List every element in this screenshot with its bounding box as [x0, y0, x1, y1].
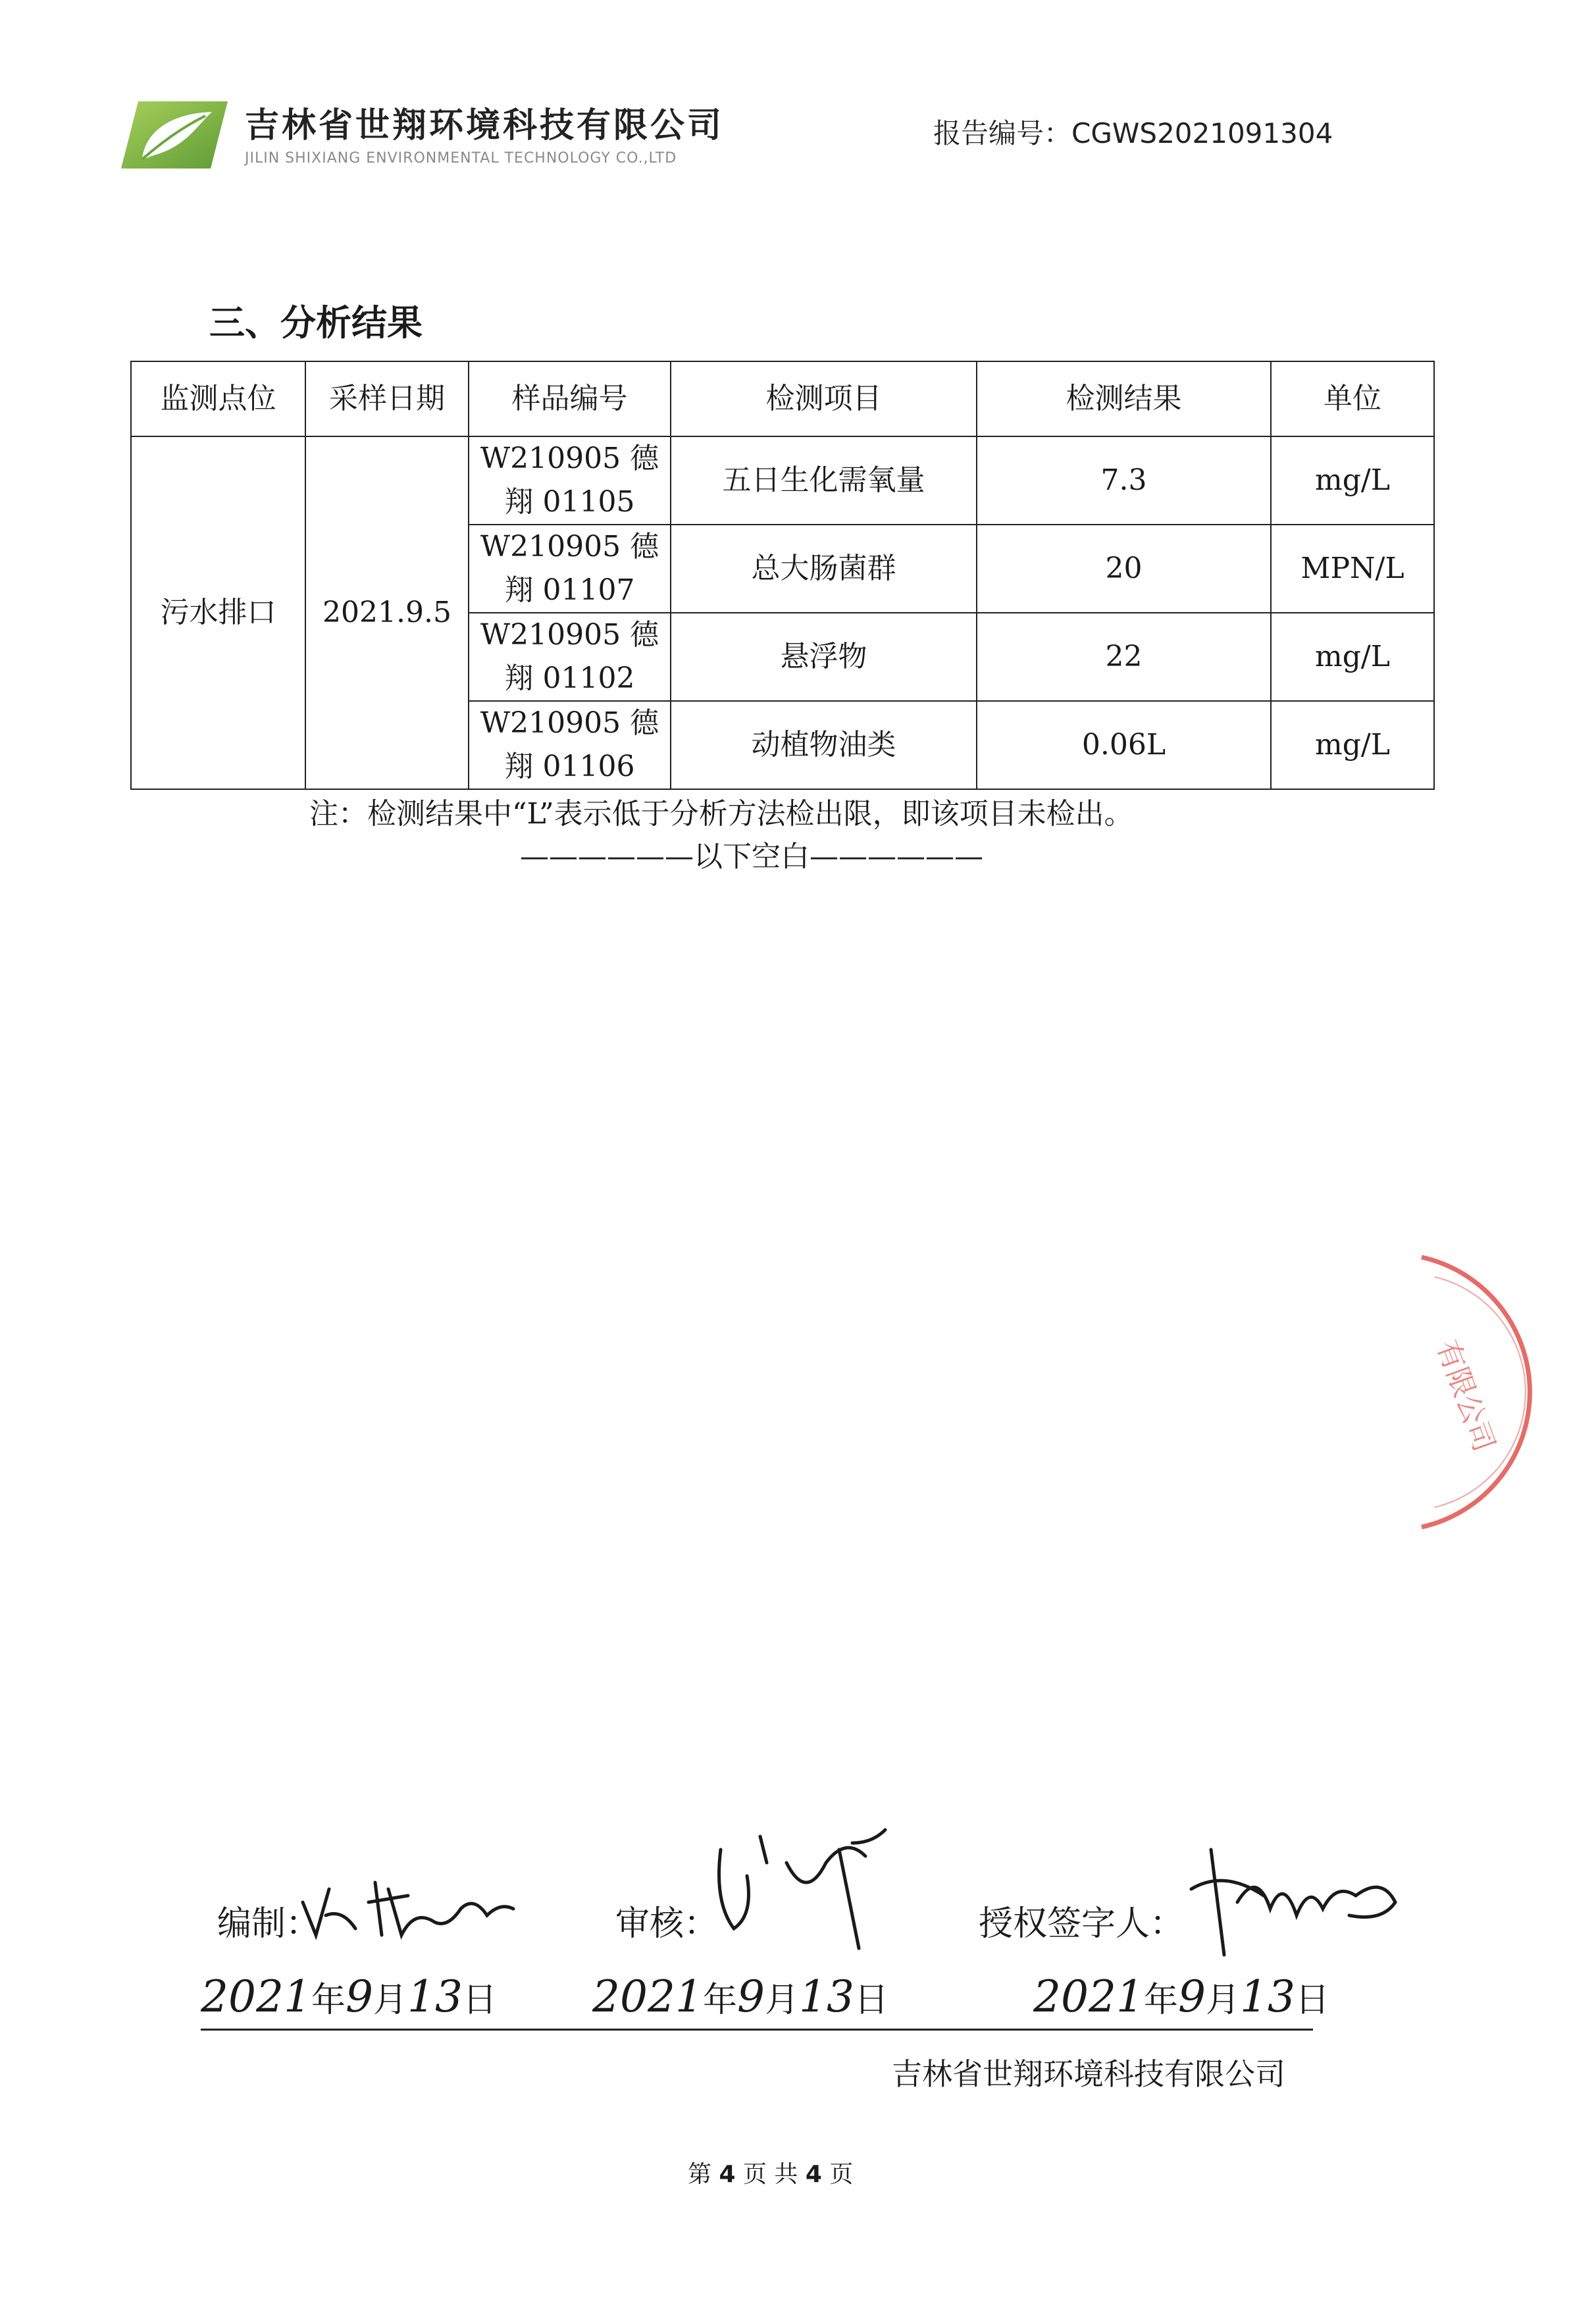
compiled-month: 9: [345, 1971, 373, 2022]
authorized-month: 9: [1177, 1971, 1206, 2022]
cell-date: 2021.9.5: [305, 436, 469, 789]
compiled-day: 13: [407, 1971, 463, 2022]
cell-result: 22: [977, 613, 1271, 701]
cell-unit: mg/L: [1271, 613, 1434, 701]
header-date: 采样日期: [305, 361, 469, 436]
cell-sample-id: W210905 德翔 01107: [469, 525, 671, 613]
company-name-cn: 吉林省世翔环境科技有限公司: [245, 106, 725, 145]
cell-result: 20: [977, 525, 1271, 613]
reviewed-by-label: 审核：: [615, 1904, 719, 1944]
compiler-signature: [290, 1863, 527, 1955]
reviewed-date: [592, 1971, 888, 2022]
cell-item: 总大肠菌群: [671, 525, 977, 613]
report-number-value: CGWS2021091304: [1071, 117, 1333, 149]
compiled-year-char: 年: [311, 1981, 346, 2020]
cell-unit: mg/L: [1271, 436, 1434, 525]
authorized-year: 2021: [1033, 1971, 1144, 2022]
signature-line: [201, 2029, 1313, 2031]
footer-prefix: 第: [688, 2161, 712, 2188]
reviewed-year-char: 年: [702, 1981, 737, 2020]
cell-result: 0.06L: [977, 701, 1271, 789]
company-logo: [118, 99, 230, 171]
company-name-en: JILIN SHIXIANG ENVIRONMENTAL TECHNOLOGY CO.,LTD: [245, 150, 677, 167]
authorized-signatory-label: 授权签字人：: [979, 1904, 1185, 1944]
cell-site: 污水排口: [131, 436, 305, 789]
compiled-day-char: 日: [462, 1981, 497, 2020]
reviewed-year: 2021: [592, 1971, 703, 2022]
blank-below-marker: ——————以下空白——————: [520, 840, 983, 873]
svg-text:有限公司: 有限公司: [1429, 1336, 1501, 1457]
table-row: [131, 436, 1434, 525]
cell-sample-id: W210905 德翔 01106: [469, 701, 671, 789]
results-table: [130, 361, 1435, 790]
reviewed-month-char: 月: [764, 1981, 799, 2020]
compiled-year: 2021: [201, 1971, 311, 2022]
report-number-label: 报告编号：: [933, 117, 1072, 149]
compiled-by-label: 编制：: [217, 1904, 321, 1944]
company-seal: [1389, 1251, 1533, 1534]
cell-unit: mg/L: [1271, 701, 1434, 789]
cell-item: 动植物油类: [671, 701, 977, 789]
issuing-company: 吉林省世翔环境科技有限公司: [892, 2056, 1285, 2092]
authorized-signature: [1185, 1843, 1408, 1975]
cell-sample-id: W210905 德翔 01102: [469, 613, 671, 701]
header-item: 检测项目: [671, 361, 977, 436]
reviewed-day-char: 日: [854, 1981, 888, 2020]
authorized-date: [1033, 1971, 1329, 2022]
authorized-month-char: 月: [1205, 1981, 1240, 2020]
cell-item: 五日生化需氧量: [671, 436, 977, 525]
footer-middle: 页 共: [742, 2161, 798, 2188]
reviewed-month: 9: [736, 1971, 765, 2022]
header-site: 监测点位: [131, 361, 305, 436]
total-pages: 4: [805, 2161, 822, 2188]
section-title: 三、分析结果: [209, 302, 423, 344]
authorized-day-char: 日: [1295, 1981, 1329, 2020]
header-unit: 单位: [1271, 361, 1434, 436]
footer-suffix: 页: [829, 2161, 854, 2188]
reviewed-day: 13: [799, 1971, 854, 2022]
page-footer: [688, 2156, 853, 2189]
results-note: 注：检测结果中“L”表示低于分析方法检出限，即该项目未检出。: [309, 797, 1133, 831]
reviewer-signature: [694, 1823, 892, 1955]
cell-item: 悬浮物: [671, 613, 977, 701]
report-number: [933, 112, 1333, 151]
cell-sample-id: W210905 德翔 01105: [469, 436, 671, 525]
authorized-day: 13: [1240, 1971, 1295, 2022]
compiled-date: [201, 1971, 497, 2022]
header-sample-id: 样品编号: [469, 361, 671, 436]
table-header-row: [131, 361, 1434, 436]
cell-unit: MPN/L: [1271, 525, 1434, 613]
cell-result: 7.3: [977, 436, 1271, 525]
header-result: 检测结果: [977, 361, 1271, 436]
compiled-month-char: 月: [373, 1981, 407, 2020]
current-page: 4: [719, 2161, 736, 2188]
authorized-year-char: 年: [1143, 1981, 1178, 2020]
